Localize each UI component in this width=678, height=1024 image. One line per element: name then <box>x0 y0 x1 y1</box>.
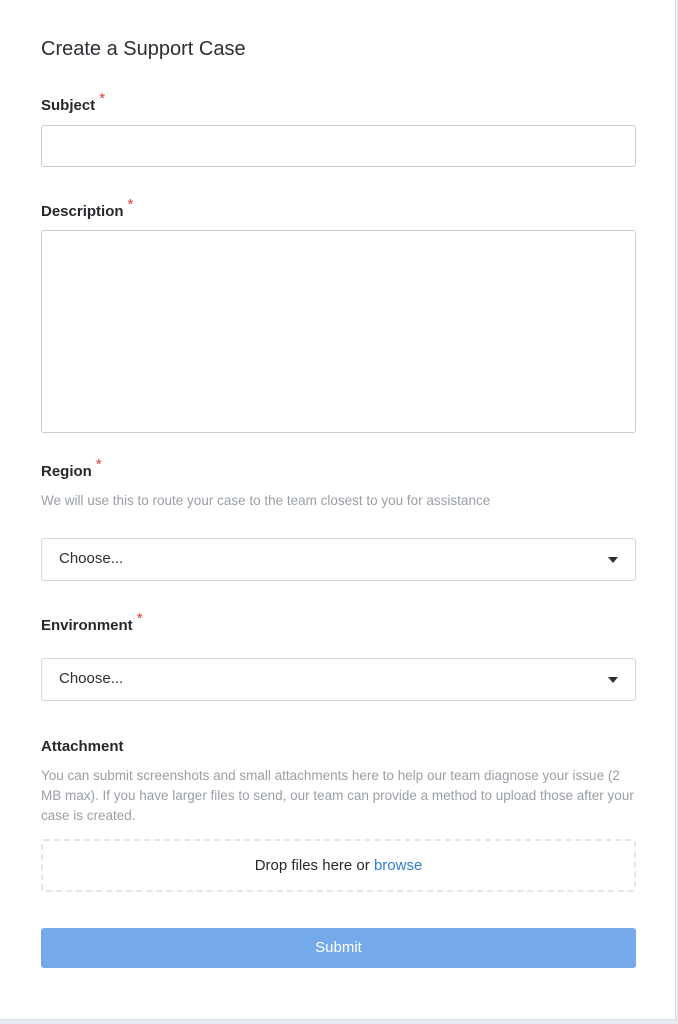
required-marker: * <box>136 610 143 627</box>
environment-selected-value: Choose... <box>59 670 124 687</box>
description-textarea[interactable] <box>41 230 636 433</box>
page-title: Create a Support Case <box>41 38 246 60</box>
region-label: Region * <box>41 456 102 480</box>
description-label: Description * <box>41 196 134 220</box>
required-marker: * <box>127 196 134 213</box>
subject-label: Subject * <box>41 90 106 114</box>
caret-down-icon <box>608 557 618 563</box>
region-select[interactable] <box>41 538 636 581</box>
environment-label: Environment * <box>41 610 143 634</box>
region-help-text: We will use this to route your case to the team closest to you for assistance <box>41 493 491 508</box>
dropzone-text: Drop files here or <box>254 857 370 874</box>
subject-input[interactable] <box>41 125 636 167</box>
attachment-help-text: You can submit screenshots and small attachments here to help our team diagnose your issue (2 MB max). If you have larger files to send, our team can provide a method to upload those after your case is created. <box>41 768 634 823</box>
required-marker: * <box>95 456 102 473</box>
environment-select[interactable] <box>41 658 636 701</box>
region-selected-value: Choose... <box>59 550 124 567</box>
required-marker: * <box>99 90 106 107</box>
submit-button[interactable]: Submit <box>41 928 636 968</box>
caret-down-icon <box>608 677 618 683</box>
browse-link[interactable]: browse <box>373 857 423 874</box>
attachment-label: Attachment <box>41 738 124 755</box>
file-dropzone[interactable] <box>41 839 636 892</box>
